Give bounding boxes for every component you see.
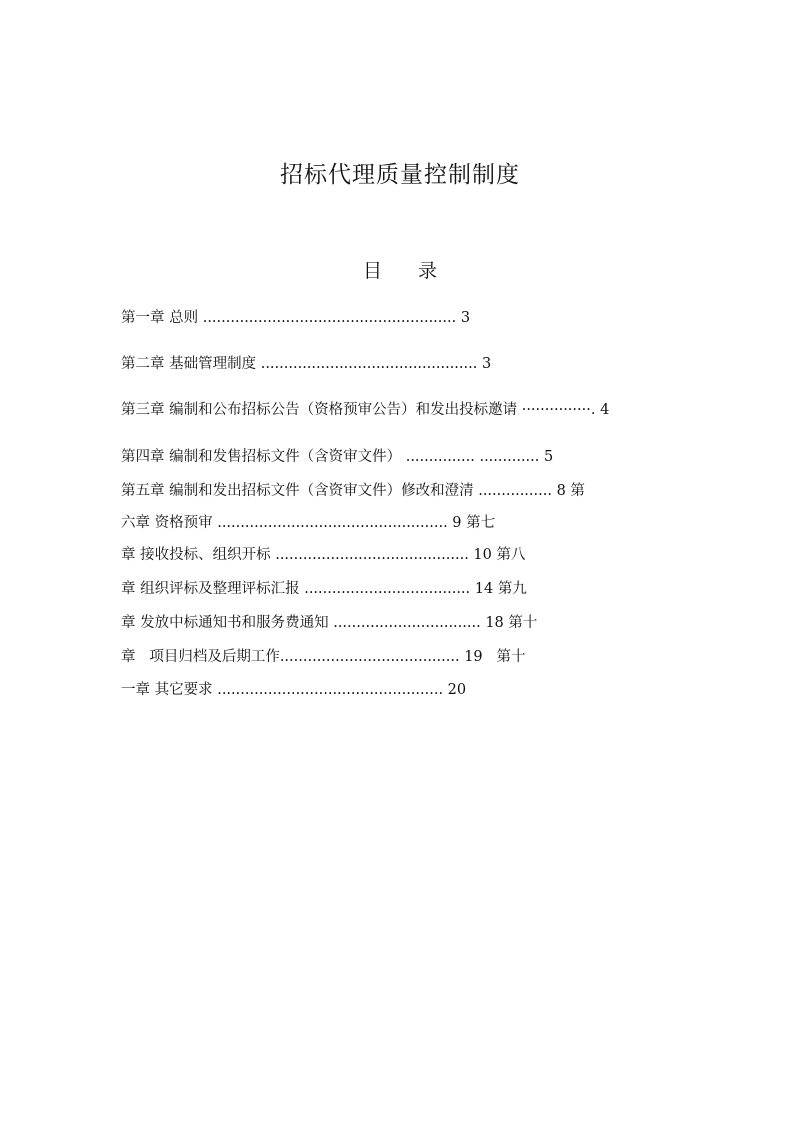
toc-line: 第四章 编制和发售招标文件（含资审文件） ............... ............. 5 <box>121 449 554 465</box>
toc-line: 章 项目归档及后期工作....................................... 19 第十 <box>121 649 526 665</box>
toc-line: 章 发放中标通知书和服务费通知 ................................ 18 第十 <box>121 615 538 631</box>
toc-line: 章 组织评标及整理评标汇报 .................................... 14 第九 <box>121 581 527 597</box>
toc-line: 六章 资格预审 .................................................. 9 第七 <box>121 515 496 531</box>
toc-heading: 目 录 <box>362 260 438 282</box>
toc-line: 第三章 编制和公布招标公告（资格预审公告）和发出投标邀请 ···············. 4 <box>121 402 610 418</box>
toc-line: 第二章 基础管理制度 ............................................... 3 <box>121 356 492 372</box>
toc-line: 第五章 编制和发出招标文件（含资审文件）修改和澄清 ................ 8 第 <box>121 483 585 499</box>
toc-line: 第一章 总则 ....................................................... 3 <box>121 310 471 326</box>
toc-line: 一章 其它要求 ................................................. 20 <box>121 682 467 698</box>
document-title: 招标代理质量控制制度 <box>280 162 520 188</box>
toc-line: 章 接收投标、组织开标 .......................................... 10 第八 <box>121 547 526 563</box>
